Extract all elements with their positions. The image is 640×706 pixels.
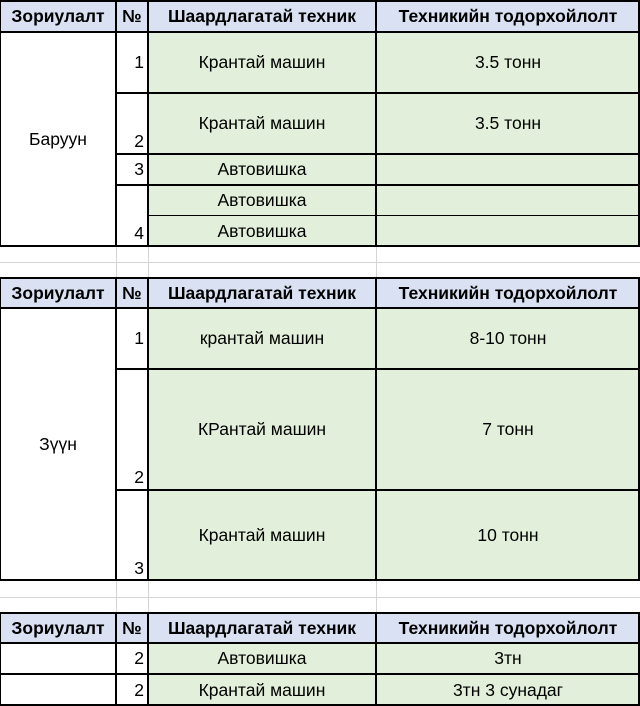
spec-cell[interactable]: 3тн 3 сунадаг	[376, 674, 640, 706]
border-line	[115, 278, 117, 581]
spec-cell[interactable]: 7 тонн	[376, 369, 640, 490]
border-line	[0, 579, 640, 581]
header-direction[interactable]: Зориулалт	[0, 0, 116, 32]
equipment-cell[interactable]: Крантай машин	[148, 32, 376, 93]
border-line	[0, 613, 1, 706]
header-number[interactable]: №	[116, 613, 148, 643]
border-line	[147, 613, 149, 706]
equipment-cell[interactable]: Крантай машин	[148, 93, 376, 154]
header-specification[interactable]: Техникийн тодорхойлолт	[376, 613, 640, 643]
row-number[interactable]: 1	[116, 308, 148, 369]
direction-cell[interactable]	[0, 674, 116, 706]
border-line	[0, 0, 1, 246]
border-line	[0, 307, 640, 309]
header-direction[interactable]: Зориулалт	[0, 613, 116, 643]
equipment-cell[interactable]: крантай машин	[148, 308, 376, 369]
row-number[interactable]: 2	[116, 93, 148, 154]
equipment-cell[interactable]: КРантай машин	[148, 369, 376, 490]
border-line	[116, 92, 640, 94]
spec-cell[interactable]	[376, 154, 640, 185]
row-number[interactable]: 2	[116, 369, 148, 490]
row-number[interactable]: 1	[116, 32, 148, 93]
border-line	[0, 673, 640, 675]
equipment-cell[interactable]: Крантай машин	[148, 674, 376, 706]
header-equipment[interactable]: Шаардлагатай техник	[148, 278, 376, 308]
header-specification[interactable]: Техникийн тодорхойлолт	[376, 0, 640, 32]
spec-cell[interactable]: 3тн	[376, 643, 640, 674]
gridline	[0, 597, 640, 598]
border-line	[115, 613, 117, 706]
direction-cell[interactable]: Баруун	[0, 32, 116, 246]
spec-cell[interactable]: 10 тонн	[376, 490, 640, 581]
border-line	[375, 278, 377, 581]
spec-cell[interactable]: 3.5 тонн	[376, 32, 640, 93]
gridline	[0, 262, 640, 263]
border-line	[115, 0, 117, 246]
direction-cell[interactable]	[0, 643, 116, 674]
header-number[interactable]: №	[116, 278, 148, 308]
equipment-cell[interactable]: Автовишка	[148, 185, 376, 216]
border-line	[116, 184, 640, 186]
row-number[interactable]: 2	[116, 674, 148, 706]
border-line	[0, 278, 1, 581]
border-line	[0, 277, 640, 279]
row-number[interactable]: 4	[116, 185, 148, 246]
border-line	[148, 215, 640, 216]
border-line	[0, 0, 640, 2]
spec-cell[interactable]	[376, 185, 640, 216]
spec-cell[interactable]	[376, 216, 640, 246]
border-line	[0, 31, 640, 33]
border-line	[147, 278, 149, 581]
row-number[interactable]: 3	[116, 154, 148, 185]
spec-cell[interactable]: 8-10 тонн	[376, 308, 640, 369]
equipment-cell[interactable]: Крантай машин	[148, 490, 376, 581]
header-specification[interactable]: Техникийн тодорхойлолт	[376, 278, 640, 308]
header-direction[interactable]: Зориулалт	[0, 278, 116, 308]
header-equipment[interactable]: Шаардлагатай техник	[148, 613, 376, 643]
border-line	[0, 245, 640, 247]
border-line	[375, 0, 377, 246]
border-line	[116, 489, 640, 491]
spec-cell[interactable]: 3.5 тонн	[376, 93, 640, 154]
row-number[interactable]: 3	[116, 490, 148, 581]
direction-cell[interactable]: Зүүн	[0, 308, 116, 581]
header-number[interactable]: №	[116, 0, 148, 32]
equipment-cell[interactable]: Автовишка	[148, 154, 376, 185]
header-equipment[interactable]: Шаардлагатай техник	[148, 0, 376, 32]
border-line	[147, 0, 149, 246]
border-line	[375, 613, 377, 706]
border-line	[0, 612, 640, 614]
equipment-cell[interactable]: Автовишка	[148, 643, 376, 674]
border-line	[116, 368, 640, 370]
row-number[interactable]: 2	[116, 643, 148, 674]
equipment-cell[interactable]: Автовишка	[148, 216, 376, 246]
border-line	[0, 642, 640, 644]
border-line	[116, 153, 640, 155]
